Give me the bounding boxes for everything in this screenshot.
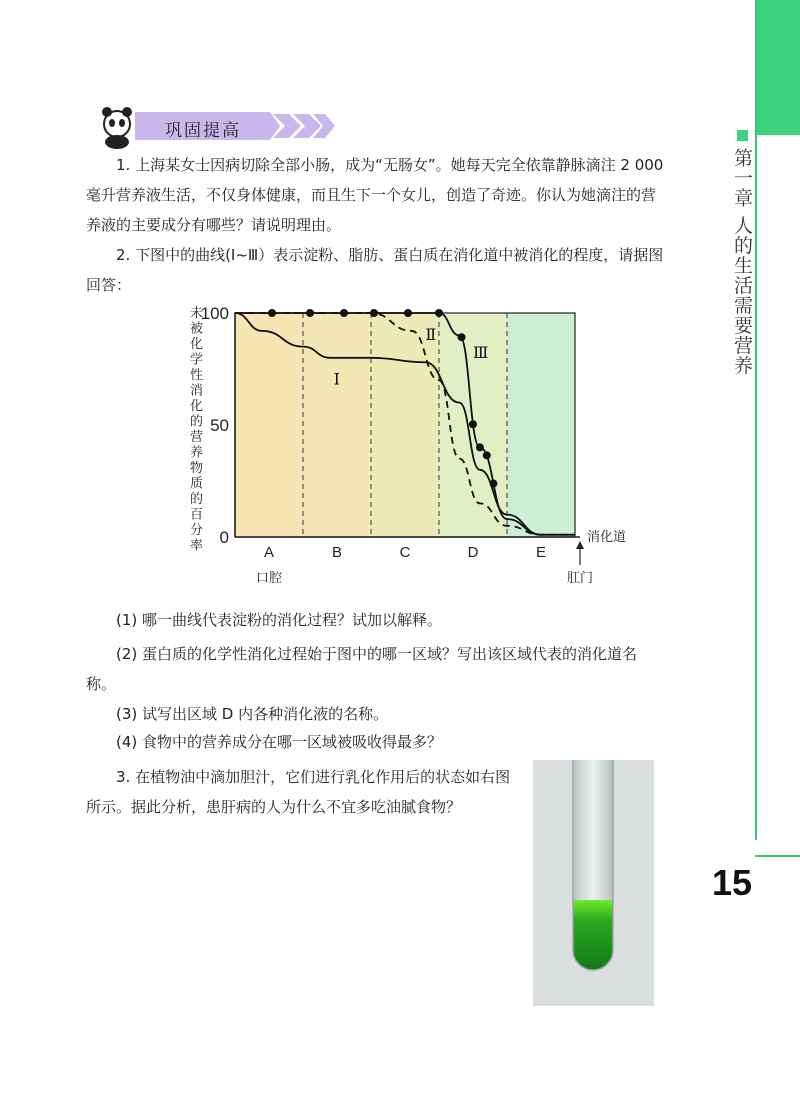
question-2-sub-1: (1) 哪一曲线代表淀粉的消化过程？试加以解释。 (116, 611, 443, 629)
y-tick-label: 100 (200, 304, 229, 323)
series-marker (476, 443, 484, 451)
region-e-bg (507, 313, 575, 537)
y-axis-label: 未被化学性消化的营养物质的百分率 (190, 306, 204, 554)
series-marker (404, 309, 412, 317)
question-3: 3. 在植物油中滴加胆汁，它们进行乳化作用后的状态如右图所示。据此分析，患肝病的人为什么不宜多吃油腻食物？ (86, 768, 511, 816)
start-label: 口腔 (255, 571, 283, 586)
series-marker (489, 480, 497, 488)
question-2-sub-4: (4) 食物中的营养成分在哪一区域被吸收得最多？ (116, 733, 443, 751)
chapter-marker (737, 130, 748, 141)
series-label: Ⅱ (425, 324, 437, 344)
chapter-title: 第一章 人的生活需要营养 (731, 148, 753, 376)
region-a-bg (235, 313, 303, 537)
series-marker (340, 309, 348, 317)
series-marker (268, 309, 276, 317)
series-marker (458, 333, 466, 341)
side-color-bar (755, 0, 800, 135)
y-tick-label: 0 (219, 528, 229, 547)
question-1: 1. 上海某女士因病切除全部小肠，成为“无肠女”。她每天完全依靠静脉滴注 2 000 毫升营养液生活，不仅身体健康，而且生下一个女儿，创造了奇迹。你认为她滴注的营养液的主要成分有哪些？请说明理由。 (86, 156, 664, 234)
region-b-bg (303, 313, 371, 537)
series-marker (435, 309, 443, 317)
series-label: Ⅲ (473, 342, 489, 362)
section-title: 巩固提高 (165, 121, 241, 141)
y-tick-label: 50 (210, 416, 229, 435)
series-label: Ⅰ (333, 369, 340, 389)
page-number-divider (755, 855, 800, 857)
series-marker (370, 309, 378, 317)
region-label: D (467, 544, 479, 561)
question-2-sub-3: (3) 试写出区域 D 内各种消化液的名称。 (116, 705, 389, 723)
region-label: B (331, 544, 343, 561)
series-marker (469, 420, 477, 428)
end-arrow-head (576, 541, 584, 549)
test-tube-photo (533, 760, 654, 1006)
page-number: 15 (712, 862, 753, 903)
digestion-chart (180, 295, 640, 595)
question-2: 2. 下图中的曲线(Ⅰ~Ⅲ）表示淀粉、脂肪、蛋白质在消化道中被消化的程度，请据图回答： (86, 246, 664, 294)
question-2-sub-2: (2) 蛋白质的化学性消化过程始于图中的哪一区域？写出该区域代表的消化道名称。 (86, 645, 638, 693)
region-label: E (535, 544, 547, 561)
panda-icon (102, 107, 132, 149)
region-label: C (399, 544, 411, 561)
series-marker (306, 309, 314, 317)
x-axis-label: 消化道 (587, 530, 627, 545)
region-label: A (263, 544, 275, 561)
series-marker (483, 451, 491, 459)
side-divider (755, 0, 757, 840)
end-label: 肛门 (566, 571, 594, 586)
region-c-bg (371, 313, 439, 537)
